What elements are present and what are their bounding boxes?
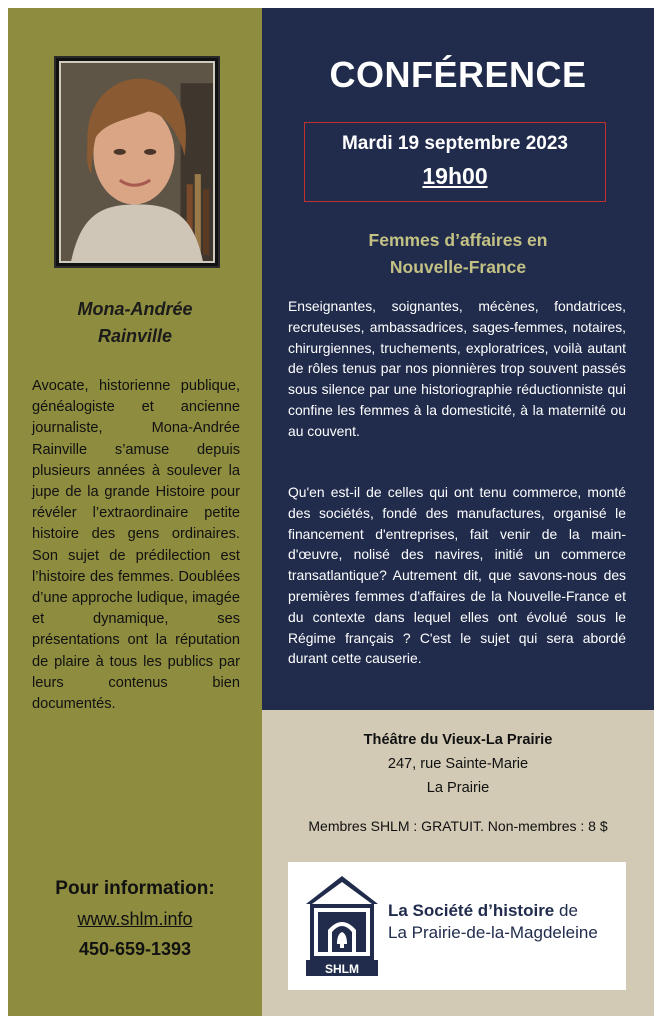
info-block xyxy=(8,874,262,964)
portrait-image xyxy=(61,63,213,261)
logo-line-1 xyxy=(388,900,598,922)
event-time: 19h00 xyxy=(422,163,488,189)
speaker-name-first: Mona-Andrée xyxy=(77,299,193,319)
topic-line-2: Nouvelle-France xyxy=(389,257,527,277)
description-paragraph-2: Qu'en est-il de celles qui ont tenu commerce, monté des sociétés, fondé des manufactures, organisé le financement d'entreprises, fait venir de la main-d'œuvre, nolisé des navires, initié un commerce transatlantique? Autrement dit, que savons-nous des premières femmes d'affaires de la Nouvelle-France et du contexte dans lequel elles ont évolué sous le Régime français ? C'est le sujet qui sera abordé durant cette causerie. xyxy=(288,484,626,667)
topic-line-1: Femmes d’affaires en xyxy=(368,230,548,250)
speaker-panel xyxy=(8,8,262,1016)
website-link[interactable]: www.shlm.info xyxy=(77,909,193,929)
ticket-prices: Membres SHLM : GRATUIT. Non-membres : 8 $ xyxy=(308,818,608,834)
venue-panel xyxy=(262,710,654,1016)
speaker-photo xyxy=(59,61,215,263)
phone-number: 450-659-1393 xyxy=(78,939,192,959)
venue-address: 247, rue Sainte-Marie xyxy=(387,756,529,772)
info-title: Pour information: xyxy=(55,878,215,899)
logo-abbrev: SHLM xyxy=(325,962,359,976)
speaker-photo-frame xyxy=(54,56,220,268)
logo-text xyxy=(388,900,598,944)
logo-line-2: La Prairie-de-la-Magdeleine xyxy=(388,923,598,942)
logo-line-1-rest: de xyxy=(554,901,578,920)
event-topic xyxy=(262,227,654,281)
logo-line-1-bold: La Société d’histoire xyxy=(388,901,555,920)
shlm-building-icon xyxy=(304,874,380,978)
speaker-name xyxy=(8,296,262,350)
venue-city: La Prairie xyxy=(426,780,490,796)
event-panel xyxy=(262,8,654,710)
shlm-logo xyxy=(288,862,626,990)
venue-name: Théâtre du Vieux-La Prairie xyxy=(363,732,553,748)
venue-block xyxy=(262,728,654,800)
speaker-name-last: Rainville xyxy=(97,326,173,346)
event-date: Mardi 19 septembre 2023 xyxy=(341,133,568,154)
date-box xyxy=(304,122,606,202)
description-paragraph-1: Enseignantes, soignantes, mécènes, fondatrices, recruteuses, ambassadrices, sages-femmes, notaires, chirurgiennes, truchements, exploratrices, voilà autant de rôles tenus par nos pionnières trop souvent passés sous silence par une historiographie réductionniste qui confine les femmes à la domesticité, à la maternité ou au couvent. xyxy=(288,298,626,439)
conference-heading: CONFÉRENCE xyxy=(329,54,587,95)
speaker-bio: Avocate, historienne publique, généalogiste et ancienne journaliste, Mona-Andrée Rainville s’amuse depuis plusieurs années à soulever la jupe de la grande Histoire pour révéler l’extraordinaire petite histoire des gens ordinaires. Son sujet de prédilection est l’histoire des femmes. Doublées d’une approche ludique, imagée et dynamique, ses présentations ont la réputation de plaire à tous les publics par leurs contenus bien documentés. xyxy=(32,378,240,713)
